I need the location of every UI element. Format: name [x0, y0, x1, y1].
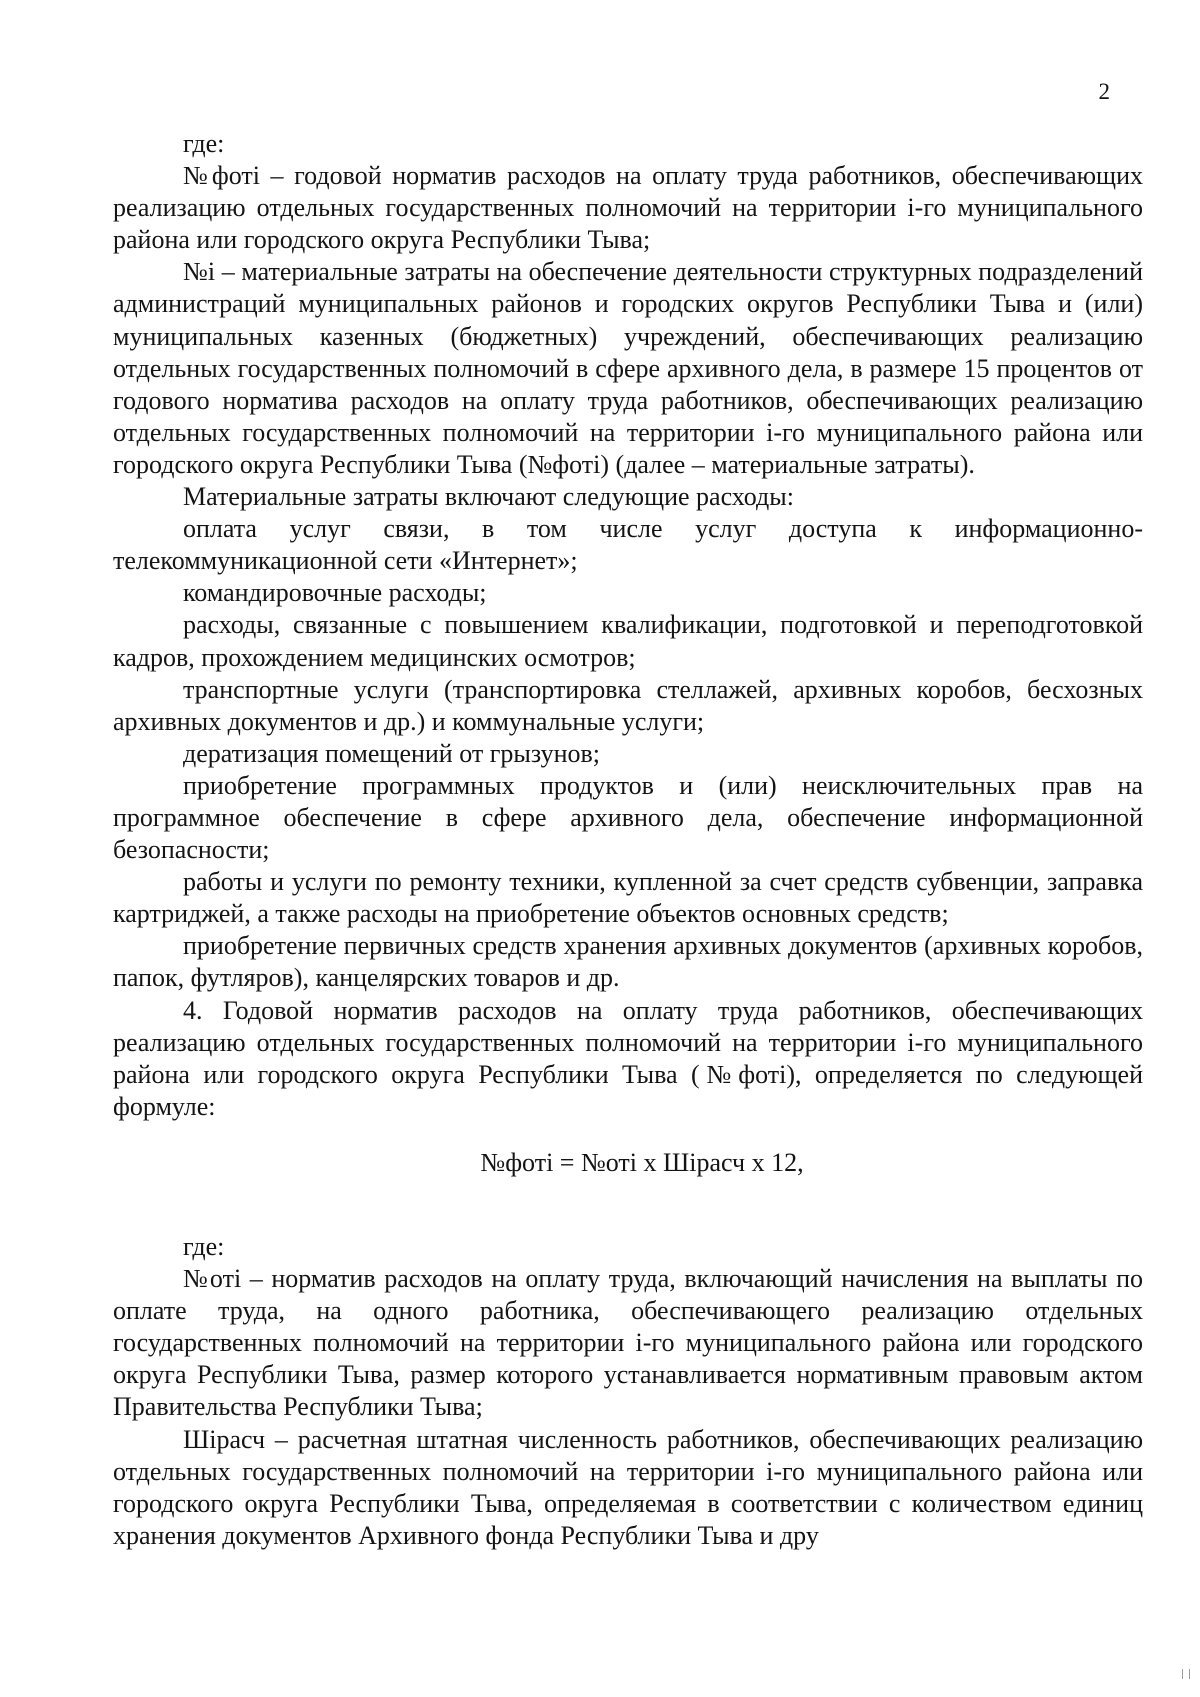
paragraph-section-4: 4. Годовой норматив расходов на оплату труда работников, обеспечивающих реализацию отдельных государственных полномочий на территории і-го муниципального района или городского округа Республики Тыва (№фоті), определяется по следующей формуле:	[113, 995, 1143, 1121]
paragraph-def-material-costs: №і – материальные затраты на обеспечение деятельности структурных подразделений администраций муниципальных районов и городских округов Республики Тыва и (или) муниципальных казенных (бюджетных) учреждений, обеспечивающих реализацию отдельных государственных полномочий в сфере архивного дела, в размере 15 процентов от годового норматива расходов на оплату труда работников, обеспечивающих реализацию отдельных государственных полномочий на территории і-го муниципального района или городского округа Республики Тыва (№фоті) (далее – материальные затраты).	[113, 257, 1143, 479]
list-item-transport: транспортные услуги (транспортировка стеллажей, архивных коробов, бесхозных архивных документов и др.) и коммунальные услуги;	[113, 674, 1143, 736]
list-item-training: расходы, связанные с повышением квалификации, подготовкой и переподготовкой кадров, прохождением медицинских осмотров;	[113, 610, 1143, 672]
list-item-repair: работы и услуги по ремонту техники, купленной за счет средств субвенции, заправка картриджей, а также расходы на приобретение объектов основных средств;	[113, 867, 1143, 929]
list-item-deratization: дератизация помещений от грызунов;	[183, 738, 601, 768]
paragraph-def-nfoti: №фоті – годовой норматив расходов на оплату труда работников, обеспечивающих реализацию отдельных государственных полномочий на территории і-го муниципального района или городского округа Республики Тыва;	[113, 161, 1143, 255]
paragraph-def-shirasch: Шірасч – расчетная штатная численность работников, обеспечивающих реализацию отдельных государственных полномочий на территории і-го муниципального района или городского округа Республики Тыва, определяемая в соответствии с количеством единиц хранения документов Архивного фонда Республики Тыва и дру	[113, 1424, 1143, 1550]
scan-edge-mark	[1182, 1669, 1190, 1679]
list-item-communication: оплата услуг связи, в том числе услуг доступа к информационно-телекоммуникационной сети «Интернет»;	[113, 514, 1143, 576]
list-item-software: приобретение программных продуктов и (или) неисключительных прав на программное обеспечение в сфере архивного дела, обеспечение информационной безопасности;	[113, 770, 1143, 865]
paragraph-material-costs-intro: Материальные затраты включают следующие расходы:	[183, 482, 794, 512]
page-number: 2	[1098, 79, 1110, 104]
paragraph-where-2: где:	[183, 1232, 225, 1261]
formula: №фоті = №оті x Шірасч x 12,	[480, 1147, 804, 1177]
paragraph-where-1: где:	[183, 129, 225, 158]
list-item-storage-means: приобретение первичных средств хранения архивных документов (архивных коробов, папок, футляров), канцелярских товаров и др.	[113, 931, 1143, 993]
list-item-travel: командировочные расходы;	[183, 578, 487, 608]
paragraph-def-noti: №оті – норматив расходов на оплату труда, включающий начисления на выплаты по оплате труда, на одного работника, обеспечивающего реализацию отдельных государственных полномочий на территории і-го муниципального района или городского округа Республики Тыва, размер которого устанавливается нормативным правовым актом Правительства Республики Тыва;	[113, 1264, 1143, 1422]
document-body	[113, 128, 1143, 1552]
